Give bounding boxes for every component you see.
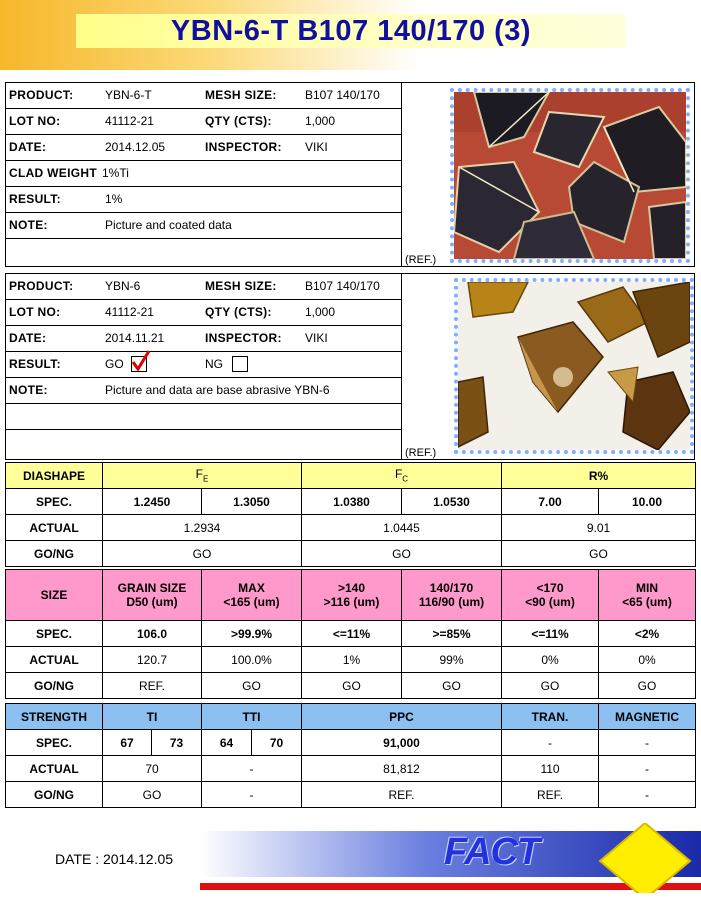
- qty-label: QTY (CTS):: [205, 114, 272, 128]
- info-row: [6, 161, 402, 187]
- ng-checkbox[interactable]: [232, 356, 248, 372]
- gong-cell: GO: [302, 673, 402, 699]
- size-col-header: [103, 570, 202, 621]
- info-row: [6, 300, 402, 326]
- col-line-2: <165 (um): [223, 595, 280, 609]
- actual-cell: 1.2934: [103, 515, 302, 541]
- info-row: [6, 378, 402, 404]
- gong-cell: GO: [502, 673, 599, 699]
- col-line-1: 140/170: [429, 581, 474, 595]
- result-value: 1%: [105, 192, 123, 206]
- col-line-1: <170: [536, 581, 564, 595]
- gong-cell: GO: [103, 782, 202, 808]
- spec-cell: 70: [252, 730, 302, 756]
- size-gong-row: [6, 673, 696, 699]
- size-col-header: [502, 570, 599, 621]
- ref-label: (REF.): [405, 254, 437, 266]
- inspector-value: VIKI: [305, 331, 328, 345]
- qty-label: QTY (CTS):: [205, 305, 272, 319]
- ref-label: (REF.): [405, 447, 437, 459]
- coated-info-block: [5, 82, 695, 267]
- diashape-header: DIASHAPE: [6, 463, 103, 489]
- spec-cell: 73: [152, 730, 202, 756]
- actual-cell: 70: [103, 756, 202, 782]
- spec-cell: 106.0: [103, 621, 202, 647]
- spec-cell: 1.3050: [202, 489, 302, 515]
- product-value: YBN-6-T: [105, 88, 152, 102]
- clad-weight-label: CLAD WEIGHT: [9, 166, 97, 180]
- mesh-size-value: B107 140/170: [305, 88, 380, 102]
- product-label: PRODUCT:: [9, 279, 74, 293]
- spec-label: SPEC.: [6, 621, 103, 647]
- info-row: [6, 213, 402, 239]
- strength-gong-row: [6, 782, 696, 808]
- spec-cell: -: [599, 730, 696, 756]
- actual-label: ACTUAL: [6, 756, 103, 782]
- photo-area: [402, 274, 694, 459]
- product-value: YBN-6: [105, 279, 141, 293]
- diashape-table: [5, 462, 696, 567]
- actual-cell: 9.01: [502, 515, 696, 541]
- date-label: DATE:: [9, 140, 47, 154]
- coated-info-fields: [6, 83, 402, 266]
- base-info-fields: [6, 274, 402, 459]
- col-line-2: <90 (um): [525, 595, 575, 609]
- col-line-1: MAX: [238, 581, 265, 595]
- spec-label: SPEC.: [6, 489, 103, 515]
- base-crystal-photo: [454, 278, 694, 454]
- actual-cell: 1.0445: [302, 515, 502, 541]
- spec-cell: 7.00: [502, 489, 599, 515]
- spec-cell: 1.2450: [103, 489, 202, 515]
- mesh-size-value: B107 140/170: [305, 279, 380, 293]
- info-row: [6, 326, 402, 352]
- clad-weight-value: 1%Ti: [102, 166, 129, 180]
- info-row: [6, 135, 402, 161]
- spec-cell: <=11%: [502, 621, 599, 647]
- lot-no-value: 41112-21: [105, 114, 154, 128]
- strength-header-row: [6, 704, 696, 730]
- strength-header: STRENGTH: [6, 704, 103, 730]
- footer-date: DATE : 2014.12.05: [55, 851, 174, 867]
- gong-cell: -: [599, 782, 696, 808]
- product-label: PRODUCT:: [9, 88, 74, 102]
- mesh-size-label: MESH SIZE:: [205, 279, 277, 293]
- note-label: NOTE:: [9, 218, 48, 232]
- col-line-2: 116/90 (um): [418, 595, 485, 609]
- fe-subscript: E: [203, 474, 209, 484]
- inspector-label: INSPECTOR:: [205, 331, 282, 345]
- actual-cell: 1%: [302, 647, 402, 673]
- fc-label: F: [394, 467, 403, 482]
- inspector-label: INSPECTOR:: [205, 140, 282, 154]
- info-row: [6, 430, 402, 456]
- spec-cell: >99.9%: [202, 621, 302, 647]
- actual-cell: 120.7: [103, 647, 202, 673]
- gong-cell: REF.: [502, 782, 599, 808]
- gong-label: GO/NG: [6, 782, 103, 808]
- gong-cell: GO: [599, 673, 696, 699]
- spec-cell: 67: [103, 730, 152, 756]
- spec-cell: 1.0380: [302, 489, 402, 515]
- fact-logo: FACT: [444, 831, 540, 873]
- actual-label: ACTUAL: [6, 515, 103, 541]
- diashape-header-row: [6, 463, 696, 489]
- spec-cell: >=85%: [402, 621, 502, 647]
- actual-cell: -: [202, 756, 302, 782]
- col-line-2: <65 (um): [622, 595, 672, 609]
- note-value: Picture and coated data: [105, 218, 232, 232]
- size-col-header: [202, 570, 302, 621]
- gong-cell: GO: [302, 541, 502, 567]
- qty-value: 1,000: [305, 305, 336, 319]
- r-header: R%: [502, 463, 696, 489]
- spec-cell: 1.0530: [402, 489, 502, 515]
- gong-cell: REF.: [302, 782, 502, 808]
- note-value: Picture and data are base abrasive YBN-6: [105, 383, 330, 397]
- diashape-actual-row: [6, 515, 696, 541]
- ti-header: TI: [103, 704, 202, 730]
- diashape-spec-row: [6, 489, 696, 515]
- actual-cell: 0%: [599, 647, 696, 673]
- spec-cell: 91,000: [302, 730, 502, 756]
- result-label: RESULT:: [9, 192, 61, 206]
- inspector-value: VIKI: [305, 140, 328, 154]
- lot-no-label: LOT NO:: [9, 305, 61, 319]
- size-col-header: [599, 570, 696, 621]
- coated-crystal-photo: [450, 88, 690, 263]
- strength-table: [5, 703, 696, 808]
- date-label: DATE:: [9, 331, 47, 345]
- gong-cell: GO: [103, 541, 302, 567]
- fe-label: F: [195, 467, 203, 482]
- actual-cell: 0%: [502, 647, 599, 673]
- diashape-gong-row: [6, 541, 696, 567]
- base-crystal-image: [458, 282, 690, 450]
- col-line-1: >140: [337, 581, 366, 595]
- col-line-1: GRAIN SIZE: [117, 581, 187, 595]
- info-row: [6, 187, 402, 213]
- actual-cell: 100.0%: [202, 647, 302, 673]
- info-row: [6, 274, 402, 300]
- info-row: [6, 239, 402, 265]
- size-col-header: [402, 570, 502, 621]
- actual-cell: 99%: [402, 647, 502, 673]
- ppc-header: PPC: [302, 704, 502, 730]
- size-table: [5, 569, 696, 699]
- gong-cell: GO: [202, 673, 302, 699]
- actual-cell: -: [599, 756, 696, 782]
- go-checkbox[interactable]: [131, 356, 147, 372]
- actual-cell: 81,812: [302, 756, 502, 782]
- lot-no-label: LOT NO:: [9, 114, 61, 128]
- photo-area: [402, 83, 694, 266]
- size-header-row: [6, 570, 696, 621]
- tran-header: TRAN.: [502, 704, 599, 730]
- spec-cell: 10.00: [599, 489, 696, 515]
- gong-cell: GO: [402, 673, 502, 699]
- gong-label: GO/NG: [6, 541, 103, 567]
- gong-cell: GO: [502, 541, 696, 567]
- checkmark-icon: [131, 350, 151, 372]
- spec-cell: <=11%: [302, 621, 402, 647]
- info-row: [6, 352, 402, 378]
- strength-actual-row: [6, 756, 696, 782]
- size-header: SIZE: [6, 570, 103, 621]
- col-line-1: MIN: [636, 581, 658, 595]
- magnetic-header: MAGNETIC: [599, 704, 696, 730]
- spec-cell: -: [502, 730, 599, 756]
- strength-spec-row: [6, 730, 696, 756]
- spec-cell: 64: [202, 730, 252, 756]
- mesh-size-label: MESH SIZE:: [205, 88, 277, 102]
- page-title: YBN-6-T B107 140/170 (3): [76, 14, 626, 48]
- col-line-2: D50 (um): [126, 595, 178, 609]
- info-row: [6, 109, 402, 135]
- info-row: [6, 83, 402, 109]
- fe-header: [103, 463, 302, 489]
- base-info-block: [5, 273, 695, 460]
- size-spec-row: [6, 621, 696, 647]
- actual-cell: 110: [502, 756, 599, 782]
- gong-cell: -: [202, 782, 302, 808]
- result-label: RESULT:: [9, 357, 61, 371]
- coated-crystal-image: [454, 92, 686, 259]
- size-col-header: [302, 570, 402, 621]
- go-label: GO: [105, 357, 124, 371]
- gong-cell: REF.: [103, 673, 202, 699]
- note-label: NOTE:: [9, 383, 48, 397]
- fc-subscript: C: [402, 474, 409, 484]
- date-value: 2014.12.05: [105, 140, 166, 154]
- qty-value: 1,000: [305, 114, 336, 128]
- spec-cell: <2%: [599, 621, 696, 647]
- info-row: [6, 404, 402, 430]
- lot-no-value: 41112-21: [105, 305, 154, 319]
- result-go: [105, 352, 147, 377]
- tti-header: TTI: [202, 704, 302, 730]
- col-line-2: >116 (um): [323, 595, 380, 609]
- ng-label: NG: [205, 357, 223, 371]
- fc-header: [302, 463, 502, 489]
- date-value: 2014.11.21: [105, 331, 165, 345]
- result-ng: [205, 352, 248, 377]
- gong-label: GO/NG: [6, 673, 103, 699]
- actual-label: ACTUAL: [6, 647, 103, 673]
- size-actual-row: [6, 647, 696, 673]
- spec-label: SPEC.: [6, 730, 103, 756]
